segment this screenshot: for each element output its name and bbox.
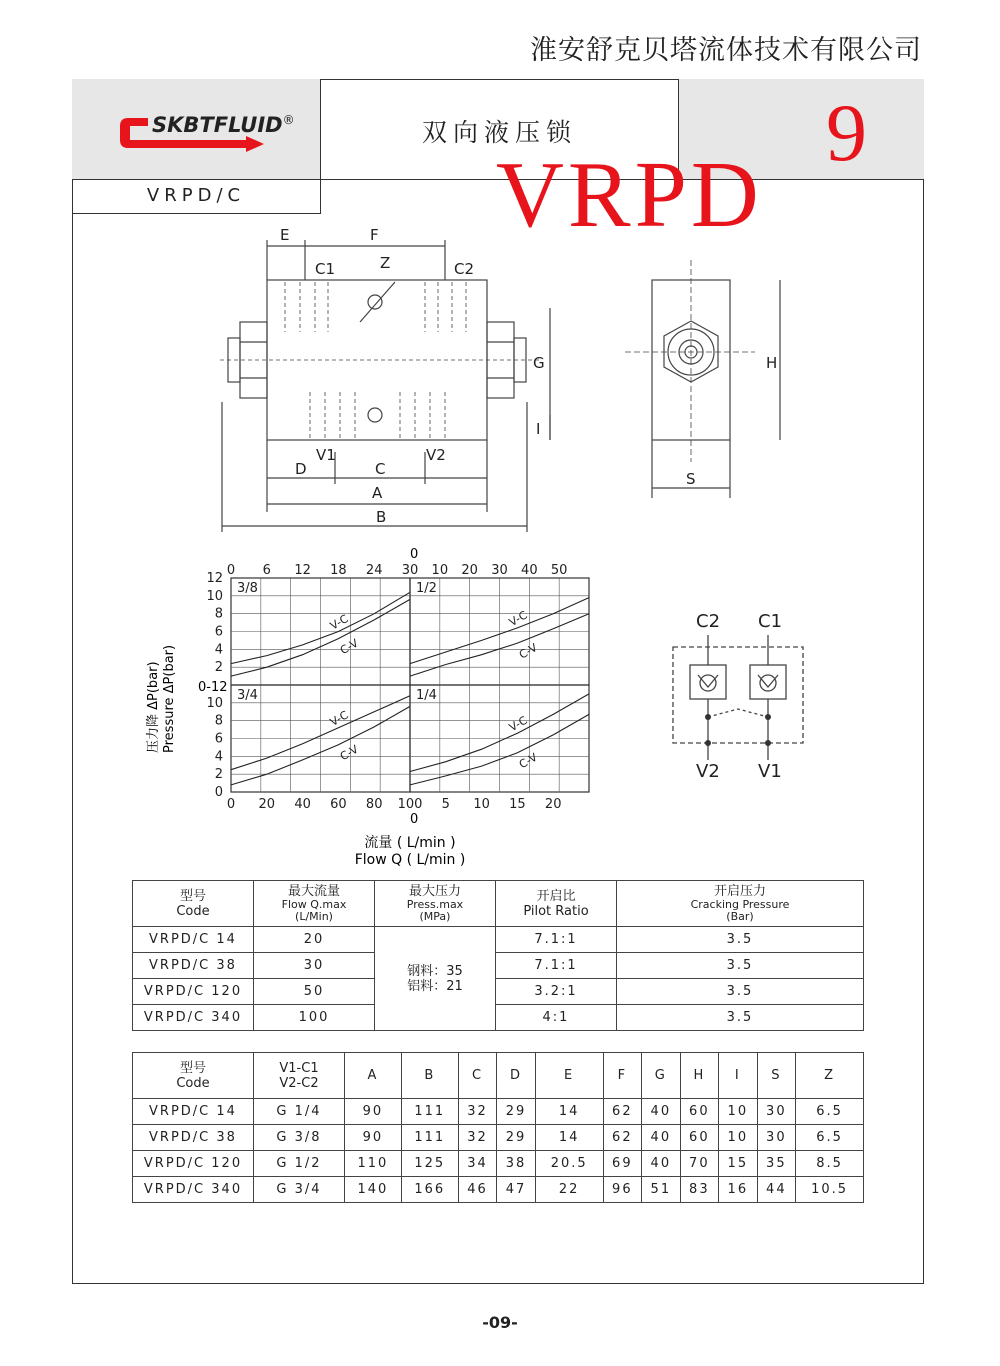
x-tick-label: 30	[491, 563, 508, 578]
table-cell: 10.5	[796, 1177, 864, 1203]
chart-panel-title: 1/2	[416, 581, 437, 596]
y-tick-label: 4	[214, 642, 223, 658]
table-cell: 14	[535, 1125, 603, 1151]
chart-panel-title: 3/8	[237, 581, 258, 596]
schematic-v2-label: V2	[696, 761, 720, 782]
table-cell: 29	[497, 1125, 536, 1151]
schematic-c1-label: C1	[758, 611, 783, 632]
x-tick-label: 6	[262, 563, 271, 578]
table-cell: G 1/2	[254, 1151, 345, 1177]
table-cell: 44	[757, 1177, 796, 1203]
header-unit: (L/Min)	[295, 910, 333, 923]
table-row	[133, 1125, 864, 1151]
header-unit: (MPa)	[419, 910, 451, 923]
table-cell: 16	[719, 1177, 758, 1203]
col-cracking	[617, 881, 864, 927]
cell-pressure	[375, 927, 496, 1031]
x-tick-label: 18	[330, 563, 347, 578]
mid-y-label: 0-12	[198, 680, 228, 695]
big-title: VRPD	[496, 143, 763, 247]
cell-flow: 100	[254, 1005, 375, 1031]
col-dim-g: G	[642, 1053, 681, 1099]
series-label: V-C	[327, 708, 351, 729]
table-cell: 6.5	[796, 1125, 864, 1151]
table-row	[133, 953, 864, 979]
table-row	[133, 1151, 864, 1177]
x-tick-label: 12	[294, 563, 311, 578]
header-cn: 型号	[179, 1060, 206, 1076]
dim-e-label: E	[280, 226, 290, 244]
header-port1: V1-C1	[279, 1060, 319, 1076]
table-cell: 30	[757, 1099, 796, 1125]
table-cell: 111	[401, 1125, 458, 1151]
check-valve-left-icon	[690, 665, 726, 699]
table-row	[133, 1005, 864, 1031]
pressure-flow-charts	[140, 545, 620, 870]
dim-f-label: F	[370, 226, 379, 244]
col-dim-f: F	[603, 1053, 642, 1099]
header-en: Code	[176, 1075, 210, 1091]
series-label: V-C	[506, 608, 530, 630]
chart-panel-title: 1/4	[416, 688, 437, 703]
page-badge: 9	[826, 87, 867, 178]
table-cell: 111	[401, 1099, 458, 1125]
col-dim-h: H	[680, 1053, 719, 1099]
dim-h-label: H	[766, 354, 778, 372]
model-code: VRPD/C	[72, 180, 321, 214]
table-cell: G 3/4	[254, 1177, 345, 1203]
header-cn: 最大压力	[408, 884, 461, 899]
x-tick-label: 0	[226, 563, 236, 578]
header-en: Flow Q.max	[281, 898, 347, 911]
y-axis-label-cn: 压力降 ΔP(bar)	[146, 661, 161, 753]
series-label: C-V	[337, 742, 361, 764]
cell-ratio: 7.1:1	[496, 953, 617, 979]
cell-ratio: 3.2:1	[496, 979, 617, 1005]
dimension-drawing	[200, 222, 820, 542]
table-cell: 60	[680, 1099, 719, 1125]
performance-table	[132, 880, 864, 1031]
x-tick-label: 20	[258, 797, 276, 812]
brand-text: SKBTFLUID	[152, 113, 283, 137]
series-label: V-C	[506, 713, 530, 735]
x-tick-label: 60	[330, 797, 347, 812]
table-cell: 20.5	[535, 1151, 603, 1177]
table-cell: 70	[680, 1151, 719, 1177]
header-port2: V2-C2	[279, 1075, 319, 1091]
table-cell: 15	[719, 1151, 758, 1177]
table-cell: 140	[345, 1177, 402, 1203]
table-cell: 40	[642, 1099, 681, 1125]
dim-b-label: B	[376, 508, 387, 526]
header-cn: 型号	[179, 888, 206, 904]
x-tick-label: 50	[550, 563, 568, 578]
table-row	[133, 927, 864, 953]
x-axis-label-cn: 流量 ( L/min )	[364, 835, 456, 851]
col-port	[254, 1053, 345, 1099]
x-tick-label: 5	[441, 797, 450, 812]
col-dim-c: C	[458, 1053, 497, 1099]
col-dim-a: A	[345, 1053, 402, 1099]
table-cell: 29	[497, 1099, 536, 1125]
col-ratio	[496, 881, 617, 927]
table-row	[133, 979, 864, 1005]
page-number: -09-	[482, 1313, 518, 1332]
bottom-zero-label: 0	[410, 812, 419, 827]
col-dim-e: E	[535, 1053, 603, 1099]
table-cell: 10	[719, 1099, 758, 1125]
x-tick-label: 30	[401, 563, 419, 578]
table-cell: 38	[497, 1151, 536, 1177]
table-cell: 90	[345, 1125, 402, 1151]
col-dim-b: B	[401, 1053, 458, 1099]
y-tick-label: 10	[206, 588, 223, 604]
header-en: Code	[176, 903, 210, 919]
y-tick-label: 8	[214, 606, 223, 622]
table-cell: 46	[458, 1177, 497, 1203]
header-en: Press.max	[406, 898, 464, 911]
col-code	[133, 881, 254, 927]
top-zero-label: 0	[410, 547, 419, 562]
series-label: C-V	[516, 750, 540, 772]
product-title-cn: 双向液压锁	[421, 118, 577, 147]
table-cell: 51	[642, 1177, 681, 1203]
y-axis-label-en: Pressure ΔP(bar)	[162, 644, 177, 753]
header-en: Cracking Pressure	[690, 898, 790, 911]
col-pressure	[375, 881, 496, 927]
dim-i-label: I	[536, 420, 541, 438]
table-cell: 125	[401, 1151, 458, 1177]
brand-name	[152, 113, 295, 137]
cell-code: VRPD/C 120	[133, 979, 254, 1005]
col-flow	[254, 881, 375, 927]
header-en: Pilot Ratio	[523, 903, 589, 919]
y-tick-label: 2	[214, 660, 223, 676]
cell-crack: 3.5	[617, 927, 864, 953]
table-cell: 6.5	[796, 1099, 864, 1125]
cell-ratio: 7.1:1	[496, 927, 617, 953]
x-tick-label: 100	[397, 797, 423, 812]
cell-flow: 20	[254, 927, 375, 953]
chart-panel-title: 3/4	[237, 688, 258, 703]
hydraulic-schematic	[668, 605, 818, 785]
series-label: V-C	[327, 612, 351, 633]
cell-flow: 30	[254, 953, 375, 979]
dim-g-label: G	[533, 354, 545, 372]
x-tick-label: 24	[365, 563, 383, 578]
x-tick-label: 10	[431, 563, 449, 578]
x-tick-label: 40	[521, 563, 538, 578]
table-row	[133, 1177, 864, 1203]
table-row	[133, 1099, 864, 1125]
x-tick-label: 0	[226, 797, 236, 812]
dim-c-label: C	[375, 460, 386, 478]
table-cell: 32	[458, 1099, 497, 1125]
x-tick-label: 10	[473, 797, 490, 812]
check-valve-right-icon	[750, 665, 786, 699]
dim-a-label: A	[372, 484, 383, 502]
table-cell: VRPD/C 38	[133, 1125, 254, 1151]
pressure-alu: 铝料：21	[407, 978, 463, 994]
table-cell: 60	[680, 1125, 719, 1151]
port-v2-label: V2	[426, 446, 446, 464]
y-tick-label: 2	[214, 767, 223, 783]
table-cell: 30	[757, 1125, 796, 1151]
table-cell: 47	[497, 1177, 536, 1203]
table-cell: 40	[642, 1151, 681, 1177]
table-cell: 22	[535, 1177, 603, 1203]
col-code	[133, 1053, 254, 1099]
table-cell: 8.5	[796, 1151, 864, 1177]
x-axis-label-en: Flow Q ( L/min )	[354, 852, 466, 868]
table-cell: 96	[603, 1177, 642, 1203]
table-cell: VRPD/C 14	[133, 1099, 254, 1125]
schematic-v1-label: V1	[758, 761, 782, 782]
y-tick-label: 6	[214, 731, 223, 747]
cell-code: VRPD/C 14	[133, 927, 254, 953]
y-tick-label: 4	[214, 749, 223, 765]
dim-s-label: S	[686, 470, 696, 488]
col-dim-z: Z	[796, 1053, 864, 1099]
header-cn: 最大流量	[287, 884, 340, 899]
series-label: C-V	[337, 636, 361, 658]
table-cell: 10	[719, 1125, 758, 1151]
y-tick-label: 6	[214, 624, 223, 640]
y-tick-label: 8	[214, 713, 223, 729]
schematic-boundary	[673, 647, 803, 743]
table-cell: 83	[680, 1177, 719, 1203]
table-cell: 34	[458, 1151, 497, 1177]
company-name: 淮安舒克贝塔流体技术有限公司	[530, 35, 922, 66]
table-cell: 40	[642, 1125, 681, 1151]
table-cell: 69	[603, 1151, 642, 1177]
series-label: C-V	[516, 641, 540, 662]
cell-flow: 50	[254, 979, 375, 1005]
header-cn: 开启压力	[713, 884, 766, 899]
x-tick-label: 20	[461, 563, 478, 578]
cell-crack: 3.5	[617, 1005, 864, 1031]
x-tick-label: 40	[294, 797, 311, 812]
y-tick-label: 10	[206, 695, 223, 711]
dim-d-label: D	[295, 460, 307, 478]
cell-crack: 3.5	[617, 979, 864, 1005]
y-tick-label: 0	[214, 785, 223, 800]
table-cell: G 1/4	[254, 1099, 345, 1125]
x-tick-label: 80	[365, 797, 383, 812]
schematic-c2-label: C2	[696, 611, 721, 632]
table-cell: VRPD/C 340	[133, 1177, 254, 1203]
table-cell: VRPD/C 120	[133, 1151, 254, 1177]
table-cell: 62	[603, 1125, 642, 1151]
table-cell: 35	[757, 1151, 796, 1177]
table-cell: 110	[345, 1151, 402, 1177]
pressure-steel: 钢料：35	[407, 963, 463, 979]
cell-crack: 3.5	[617, 953, 864, 979]
port-c1-label: C1	[315, 260, 336, 278]
y-tick-label: 12	[206, 571, 223, 586]
header-unit: (Bar)	[726, 910, 754, 923]
cell-code: VRPD/C 38	[133, 953, 254, 979]
cell-code: VRPD/C 340	[133, 1005, 254, 1031]
table-cell: 32	[458, 1125, 497, 1151]
x-tick-label: 20	[544, 797, 562, 812]
port-c2-label: C2	[454, 260, 475, 278]
table-cell: 14	[535, 1099, 603, 1125]
col-dim-d: D	[497, 1053, 536, 1099]
cell-ratio: 4:1	[496, 1005, 617, 1031]
port-v1-label: V1	[316, 446, 336, 464]
dim-z-label: Z	[380, 254, 391, 272]
header-cn: 开启比	[536, 888, 576, 904]
table-cell: 166	[401, 1177, 458, 1203]
col-dim-s: S	[757, 1053, 796, 1099]
col-dim-i: I	[719, 1053, 758, 1099]
x-tick-label: 15	[509, 797, 526, 812]
table-cell: G 3/8	[254, 1125, 345, 1151]
registered-mark: ®	[282, 113, 295, 127]
table-cell: 62	[603, 1099, 642, 1125]
table-cell: 90	[345, 1099, 402, 1125]
dimension-table	[132, 1052, 864, 1203]
